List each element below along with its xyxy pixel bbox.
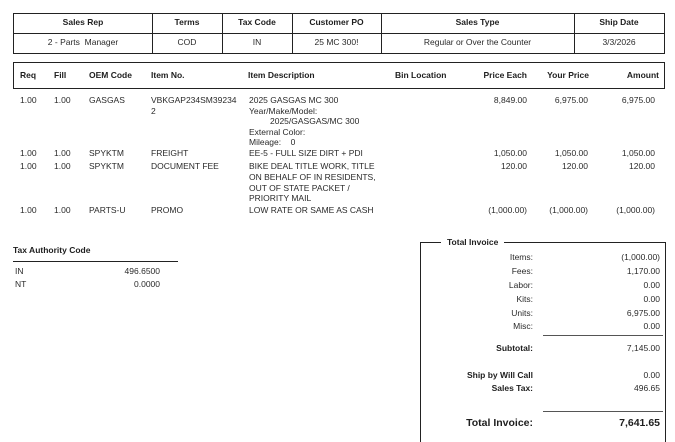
oem-code-value: PARTS-U: [89, 205, 126, 215]
fees-value: 1,170.00: [626, 266, 660, 276]
item-description: External Color:: [249, 127, 306, 137]
tax-code: IN: [15, 266, 24, 276]
units-value: 6,975.00: [626, 308, 660, 318]
item-no-value: PROMO: [151, 205, 184, 215]
items-table-header: [13, 62, 665, 89]
ship-date-value: 3/3/2026: [602, 37, 636, 47]
kits-label: Kits:: [516, 294, 533, 304]
tax-amount: 0.0000: [134, 279, 160, 289]
header-sales-type: Sales Type: [455, 17, 500, 27]
header-terms: Terms: [174, 17, 200, 27]
header-ship-date: Ship Date: [599, 17, 639, 27]
req-value: 1.00: [20, 205, 37, 215]
ship-value: 0.00: [643, 370, 660, 380]
column-amount: Amount: [626, 70, 659, 80]
amount-value: 1,050.00: [621, 148, 655, 158]
price-each-value: 8,849.00: [493, 95, 527, 105]
item-description: OUT OF STATE PACKET /: [249, 183, 350, 193]
sales-type-value: Regular or Over the Counter: [423, 37, 532, 47]
divider: [13, 261, 178, 262]
column-bin-location: Bin Location: [395, 70, 447, 80]
column-req: Req: [20, 70, 37, 80]
your-price-value: 120.00: [562, 161, 588, 171]
your-price-value: 6,975.00: [554, 95, 588, 105]
tax-amount: 496.6500: [124, 266, 160, 276]
amount-value: 120.00: [629, 161, 655, 171]
items-label: Items:: [509, 252, 533, 262]
price-each-value: 120.00: [501, 161, 527, 171]
item-description: 2025/GASGAS/MC 300: [270, 116, 360, 126]
your-price-value: 1,050.00: [554, 148, 588, 158]
item-description: PRIORITY MAIL: [249, 193, 312, 203]
price-each-value: (1,000.00): [488, 205, 527, 215]
header-sales-rep: Sales Rep: [62, 17, 104, 27]
column-your-price: Your Price: [547, 70, 589, 80]
item-description: 2025 GASGAS MC 300: [249, 95, 339, 105]
amount-value: 6,975.00: [621, 95, 655, 105]
req-value: 1.00: [20, 95, 37, 105]
price-each-value: 1,050.00: [493, 148, 527, 158]
column-oem-code: OEM Code: [89, 70, 132, 80]
divider: [543, 411, 663, 412]
column-item-no: Item No.: [151, 70, 185, 80]
item-no-value: DOCUMENT FEE: [151, 161, 219, 171]
tax-authority-title: Tax Authority Code: [13, 245, 91, 255]
misc-label: Misc:: [513, 321, 533, 331]
order-header-table: [13, 13, 665, 54]
terms-value: COD: [177, 37, 197, 47]
item-no-value-wrap: 2: [151, 106, 156, 116]
req-value: 1.00: [20, 148, 37, 158]
total-invoice-label: Total Invoice:: [466, 417, 533, 429]
item-description: EE-5 - FULL SIZE DIRT + PDI: [249, 148, 363, 158]
fill-value: 1.00: [54, 148, 71, 158]
header-customer-po: Customer PO: [309, 17, 364, 27]
sales-tax-label: Sales Tax:: [491, 383, 533, 393]
ship-label: Ship by Will Call: [466, 370, 533, 380]
amount-value: (1,000.00): [616, 205, 655, 215]
oem-code-value: SPYKTM: [89, 148, 124, 158]
item-no-value: FREIGHT: [151, 148, 189, 158]
item-description: ON BEHALF OF IN RESIDENTS,: [249, 172, 376, 182]
total-invoice-value: 7,641.65: [619, 417, 660, 429]
oem-code-value: GASGAS: [89, 95, 125, 105]
fill-value: 1.00: [54, 95, 71, 105]
total-invoice-title: Total Invoice: [441, 237, 504, 247]
sales-rep-value: 2 - Parts Manager: [47, 37, 119, 47]
fill-value: 1.00: [54, 205, 71, 215]
subtotal-label: Subtotal:: [496, 343, 533, 353]
divider: [543, 335, 663, 336]
header-tax-code: Tax Code: [238, 17, 276, 27]
item-description: Mileage: 0: [249, 137, 296, 147]
subtotal-value: 7,145.00: [626, 343, 660, 353]
fees-label: Fees:: [511, 266, 533, 276]
item-description: Year/Make/Model:: [249, 106, 318, 116]
item-description: BIKE DEAL TITLE WORK, TITLE: [249, 161, 375, 171]
tax-code: NT: [15, 279, 27, 289]
items-value: (1,000.00): [621, 252, 660, 262]
misc-value: 0.00: [643, 321, 660, 331]
req-value: 1.00: [20, 161, 37, 171]
tax-code-value: IN: [252, 37, 262, 47]
kits-value: 0.00: [643, 294, 660, 304]
item-no-value: VBKGAP234SM39234: [151, 95, 237, 105]
item-description: LOW RATE OR SAME AS CASH: [249, 205, 374, 215]
oem-code-value: SPYKTM: [89, 161, 124, 171]
column-item-description: Item Description: [248, 70, 315, 80]
customer-po-value: 25 MC 300!: [314, 37, 359, 47]
labor-value: 0.00: [643, 280, 660, 290]
your-price-value: (1,000.00): [549, 205, 588, 215]
column-fill: Fill: [54, 70, 67, 80]
divider: [14, 33, 664, 34]
sales-tax-value: 496.65: [634, 383, 660, 393]
fill-value: 1.00: [54, 161, 71, 171]
column-price-each: Price Each: [483, 70, 527, 80]
units-label: Units:: [511, 308, 533, 318]
labor-label: Labor:: [508, 280, 533, 290]
